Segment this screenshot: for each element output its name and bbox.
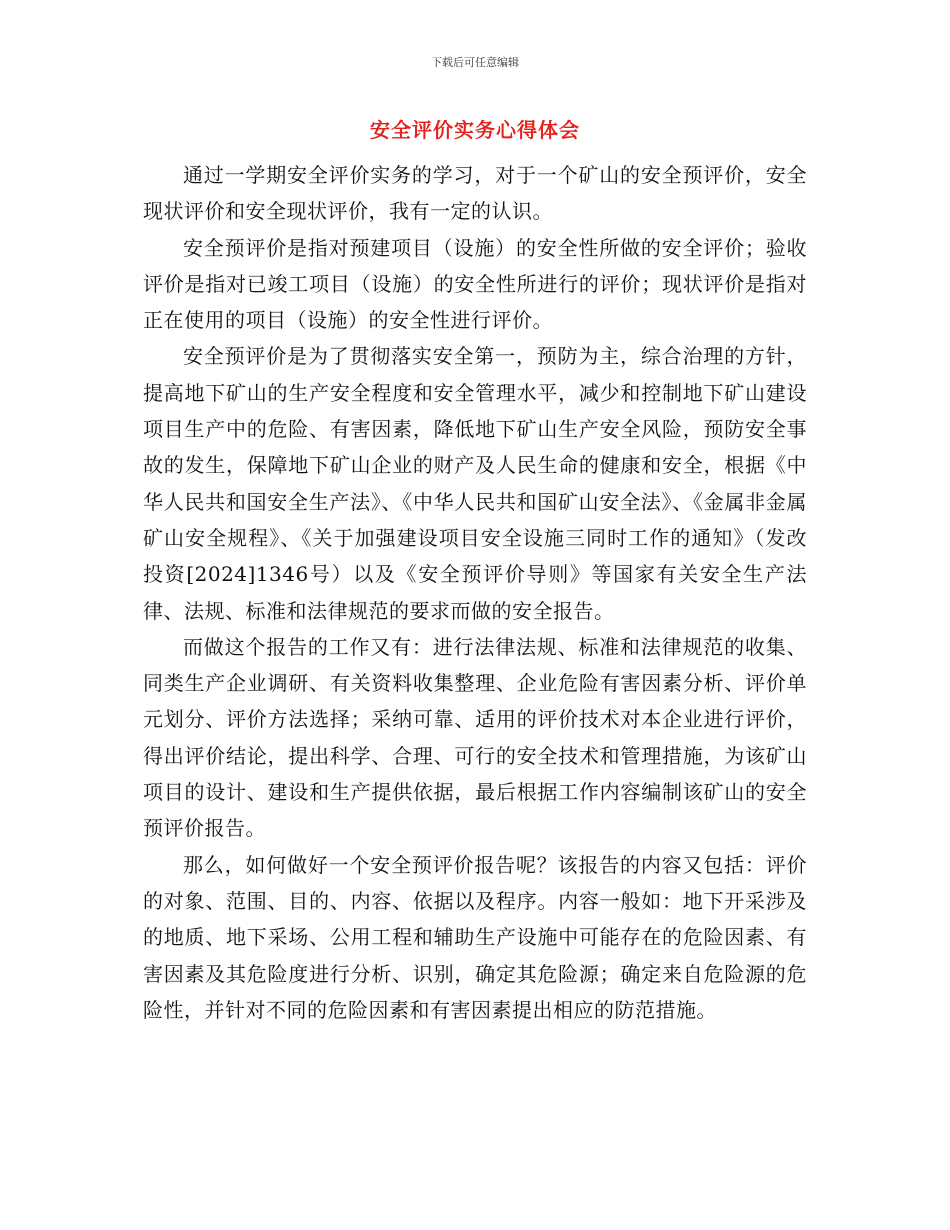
paragraph-1: 通过一学期安全评价实务的学习，对于一个矿山的安全预评价，安全现状评价和安全现状评价，我有一定的认识。 xyxy=(143,163,807,224)
page-header: 下载后可任意编辑 xyxy=(431,56,519,69)
paragraph-3: 安全预评价是为了贯彻落实安全第一，预防为主，综合治理的方针，提高地下矿山的生产安全程度和安全管理水平，减少和控制地下矿山建设项目生产中的危险、有害因素，降低地下矿山生产安全风险，预防安全事故的发生，保障地下矿山企业的财产及人民生命的健康和安全，根据《中华人民共和国安全生产法》、《中华人民共和国矿山安全法》、《金属非金属矿山安全规程》、《关于加强建设项目安全设施三同时工作的通知》（发改投资[2024]1346号）以及《安全预评价导则》等国家有关安全生产法律、法规、标准和法律规范的要求而做的安全报告。 xyxy=(143,344,807,623)
paragraph-4: 而做这个报告的工作又有：进行法律法规、标准和法律规范的收集、同类生产企业调研、有关资料收集整理、企业危险有害因素分析、评价单元划分、评价方法选择；采纳可靠、适用的评价技术对本企业进行评价，得出评价结论，提出科学、合理、可行的安全技术和管理措施，为该矿山项目的设计、建设和生产提供依据，最后根据工作内容编制该矿山的安全预评价报告。 xyxy=(143,634,807,841)
paragraph-2: 安全预评价是指对预建项目（设施）的安全性所做的安全评价；验收评价是指对已竣工项目（设施）的安全性所进行的评价；现状评价是指对正在使用的项目（设施）的安全性进行评价。 xyxy=(143,235,807,333)
document-body xyxy=(143,157,807,1028)
document-title: 安全评价实务心得体会 xyxy=(370,118,580,142)
paragraph-5: 那么，如何做好一个安全预评价报告呢？该报告的内容又包括：评价的对象、范围、目的、内容、依据以及程序。内容一般如：地下开采涉及的地质、地下采场、公用工程和辅助生产设施中可能存在的危险因素、有害因素及其危险度进行分析、识别，确定其危险源；确定来自危险源的危险性，并针对不同的危险因素和有害因素提出相应的防范措施。 xyxy=(143,852,807,1022)
